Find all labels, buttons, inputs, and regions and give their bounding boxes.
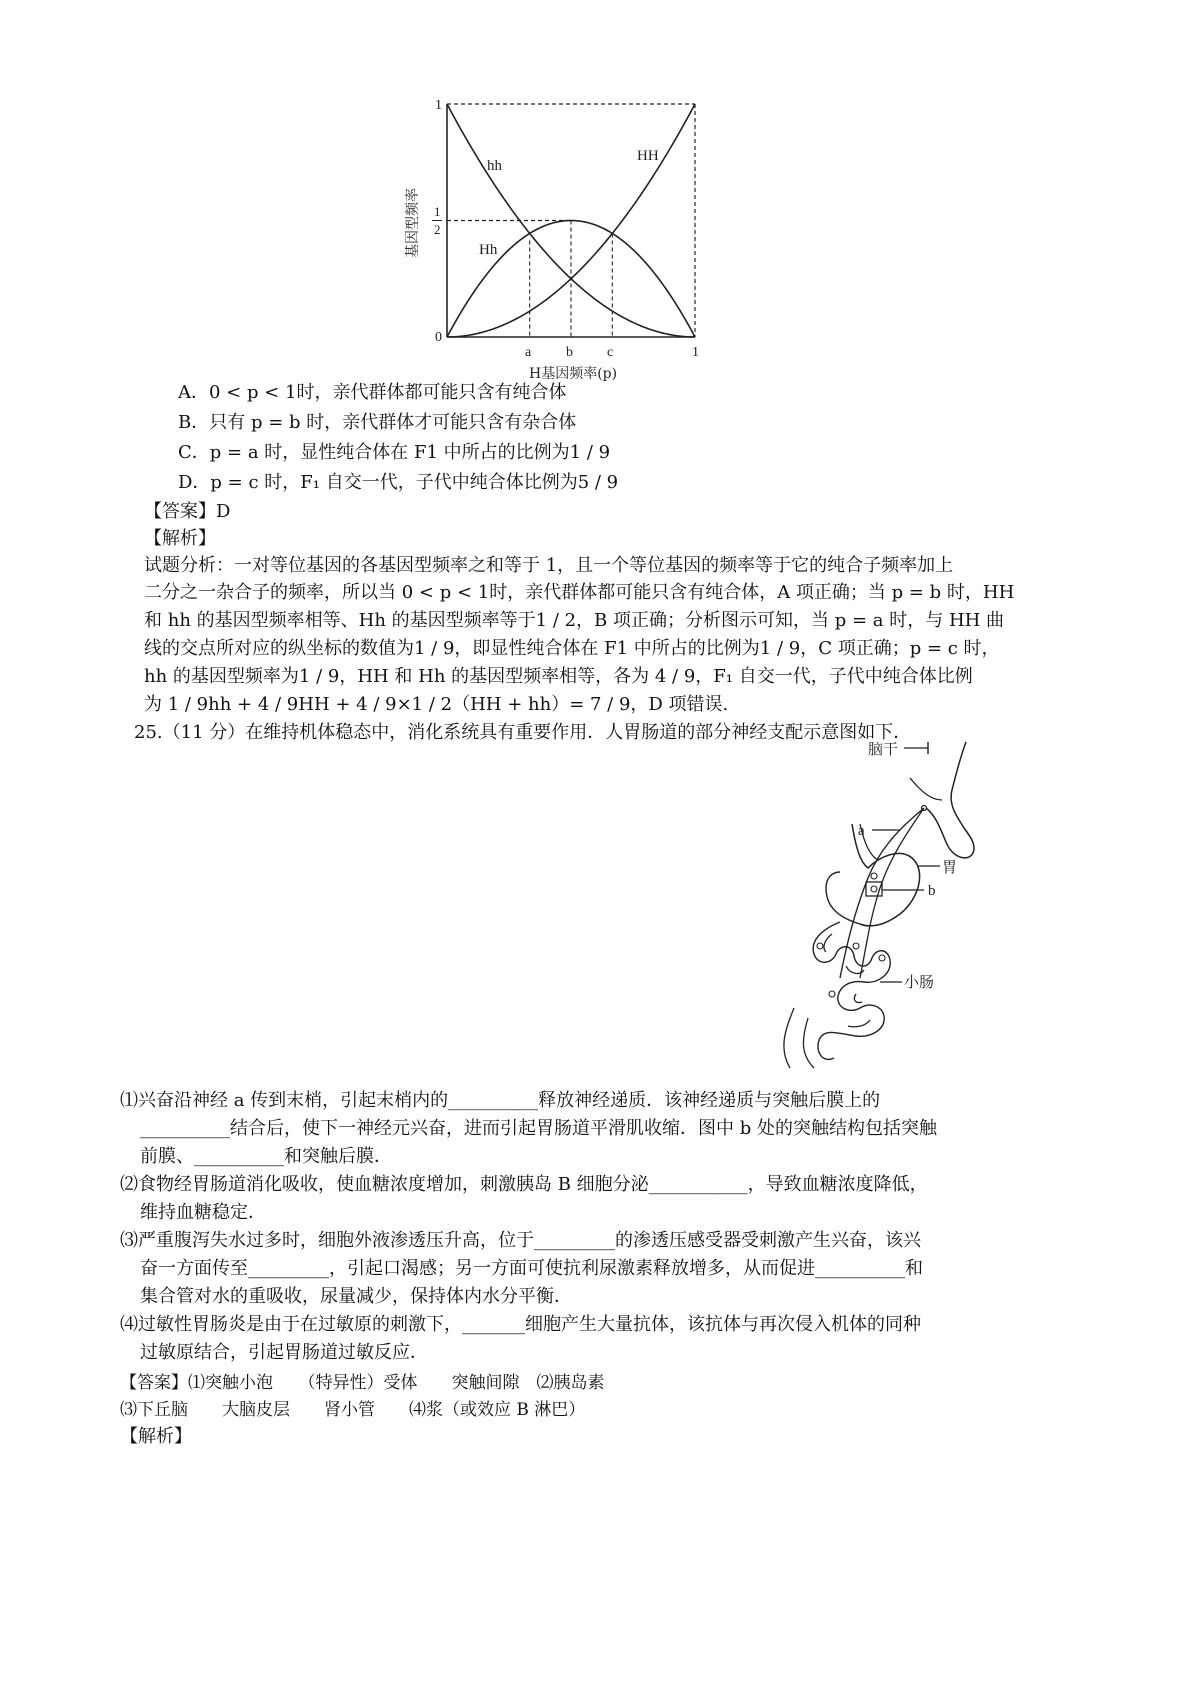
gut-nerve-diagram bbox=[760, 738, 1000, 1078]
analysis-line-2: 二分之一杂合子的频率，所以当 0 < p < 1时，亲代群体都可能只含有纯合体，A 项正确；当 p = b 时，HH bbox=[144, 582, 1015, 603]
HH-label: HH bbox=[637, 148, 659, 164]
analysis-label-1: 【解析】 bbox=[144, 528, 216, 549]
genotype-frequency-chart bbox=[395, 90, 735, 390]
option-b: B．只有 p = b 时，亲代群体才可能只含有杂合体 bbox=[178, 412, 577, 433]
brainstem-outline-2 bbox=[910, 778, 942, 800]
q25-part1-line1: ⑴兴奋沿神经 a 传到末梢，引起末梢内的__________释放神经递质．该神经递质与突触后膜上的 bbox=[120, 1090, 881, 1111]
intestine-ganglion-3 bbox=[879, 955, 885, 961]
nerve-a-label: a bbox=[858, 823, 865, 839]
y-axis-label: 基因型频率 bbox=[405, 188, 421, 258]
analysis-line-3: 和 hh 的基因型频率相等、Hh 的基因型频率等于1 / 2，B 项正确；分析图示可知，当 p = a 时，与 HH 曲 bbox=[144, 610, 1005, 631]
stomach-outline bbox=[852, 824, 920, 926]
q25-part3-line3: 集合管对水的重吸收，尿量减少，保持体内水分平衡． bbox=[140, 1286, 572, 1307]
rectum-outline bbox=[784, 1008, 814, 1068]
option-c: C．p = a 时，显性纯合体在 F1 中所占的比例为1 / 9 bbox=[178, 442, 611, 463]
q25-part1-line3: 前膜、__________和突触后膜． bbox=[140, 1146, 392, 1167]
x-tick-c: c bbox=[607, 345, 614, 360]
synapse-node-1 bbox=[871, 873, 877, 879]
x-axis-label: H基因频率(p) bbox=[529, 366, 618, 382]
y-tick-half-num: 1 bbox=[434, 204, 441, 219]
x-tick-b: b bbox=[566, 345, 573, 360]
analysis-line-5: hh 的基因型频率为1 / 9，HH 和 Hh 的基因型频率相等，各为 4 / 9，F₁ 自交一代，子代中纯合体比例 bbox=[144, 666, 973, 687]
Hh-label: Hh bbox=[479, 242, 498, 258]
small-intestine-label: 小肠 bbox=[904, 973, 935, 991]
brainstem-label: 脑干 bbox=[868, 740, 899, 758]
analysis-line-6: 为 1 / 9hh + 4 / 9HH + 4 / 9×1 / 2（HH + hh）= 7 / 9，D 项错误. bbox=[144, 694, 729, 715]
hh-label: hh bbox=[487, 158, 502, 174]
q25-part3-line2: 奋一方面传至_________，引起口渴感；另一方面可使抗利尿激素释放增多，从而促进__________和 bbox=[140, 1258, 923, 1279]
y-tick-1: 1 bbox=[435, 98, 442, 113]
q25-part4-line1: ⑷过敏性胃肠炎是由于在过敏原的刺激下，_______细胞产生大量抗体，该抗体与再次侵入机体的同种 bbox=[120, 1314, 921, 1335]
x-tick-a: a bbox=[525, 345, 532, 360]
brainstem-outline bbox=[926, 742, 974, 858]
synapse-b-label: b bbox=[928, 883, 936, 899]
y-tick-half-den: 2 bbox=[434, 222, 441, 237]
q25-part2-line2: 维持血糖稳定． bbox=[140, 1202, 266, 1223]
option-d: D．p = c 时，F₁ 自交一代，子代中纯合体比例为5 / 9 bbox=[178, 472, 619, 493]
synapse-node-2 bbox=[871, 886, 877, 892]
answer-label-1: 【答案】D bbox=[144, 501, 231, 522]
analysis-label-2: 【解析】 bbox=[120, 1426, 192, 1447]
intestine-ganglion-2 bbox=[853, 943, 859, 949]
option-a: A．0 < p < 1时，亲代群体都可能只含有纯合体 bbox=[178, 382, 567, 403]
question-25-stem: 25.（11 分）在维持机体稳态中，消化系统具有重要作用．人胃肠道的部分神经支配示意图如下． bbox=[134, 722, 912, 743]
analysis-line-4: 线的交点所对应的纵坐标的数值为1 / 9，即显性纯合体在 F1 中所占的比例为1 / 9，C 项正确；p = c 时， bbox=[144, 638, 1000, 659]
intestine-ganglion-4 bbox=[829, 991, 835, 997]
stomach-label: 胃 bbox=[942, 858, 958, 876]
intestine-ganglion-1 bbox=[817, 943, 823, 949]
q25-part2-line1: ⑵食物经胃肠道消化吸收，使血糖浓度增加，刺激胰岛 B 细胞分泌___________，导致血糖浓度降低， bbox=[120, 1174, 928, 1195]
y-tick-0: 0 bbox=[435, 330, 442, 345]
q25-part3-line1: ⑶严重腹泻失水过多时，细胞外液渗透压升高，位于_________的渗透压感受器受刺激产生兴奋，该兴 bbox=[120, 1230, 921, 1251]
q25-part4-line2: 过敏原结合，引起胃肠道过敏反应． bbox=[140, 1342, 428, 1363]
answer-line-2: ⑶下丘脑 大脑皮层 肾小管 ⑷浆（或效应 B 淋巴） bbox=[120, 1400, 586, 1420]
x-tick-1: 1 bbox=[692, 345, 699, 360]
q25-part1-line2: __________结合后，使下一神经元兴奋，进而引起胃肠道平滑肌收缩．图中 b 处的突触结构包括突触 bbox=[140, 1118, 937, 1139]
nerve-a-2 bbox=[860, 808, 924, 978]
answer-line-1: 【答案】⑴突触小泡 （特异性）受体 突触间隙 ⑵胰岛素 bbox=[120, 1373, 605, 1393]
analysis-line-1: 试题分析：一对等位基因的各基因型频率之和等于 1，且一个等位基因的频率等于它的纯合子频率加上 bbox=[144, 555, 954, 576]
